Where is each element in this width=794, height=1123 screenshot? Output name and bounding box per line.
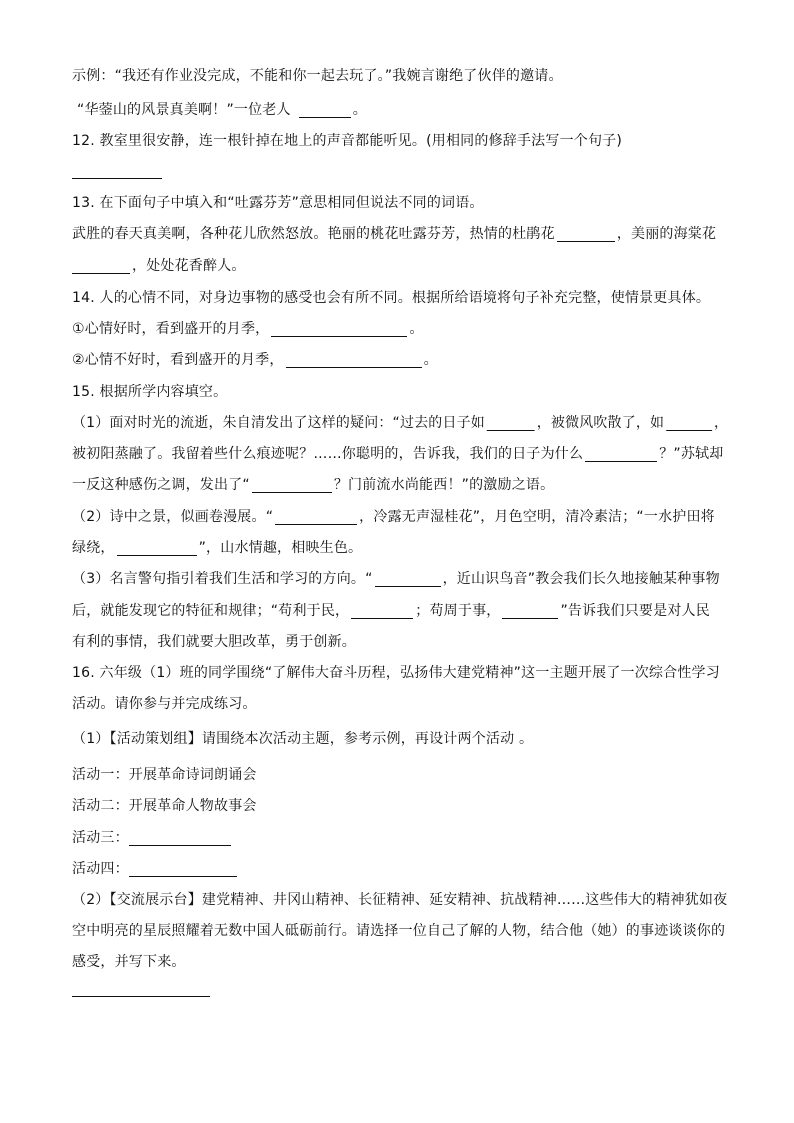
activity-3: 活动三：	[72, 828, 233, 848]
example-sentence: 示例：“我还有作业没完成，不能和你一起去玩了。”我婉言谢绝了伙伴的邀请。	[72, 68, 563, 84]
answer-line-12[interactable]	[72, 178, 162, 179]
fill-blank[interactable]	[585, 444, 657, 462]
fill-blank[interactable]	[129, 859, 237, 877]
question-16-part-2-end: 感受，并写下来。	[72, 954, 186, 970]
fill-blank[interactable]	[252, 475, 332, 493]
fill-blank[interactable]	[666, 413, 712, 431]
fill-blank[interactable]	[275, 507, 357, 525]
question-15-part-2: （2）诗中之景，似画卷漫展。“ ，冷露无声湿桂花”，月色空明，清冷素洁；“一水护田将	[72, 509, 715, 525]
fill-blank[interactable]	[557, 224, 615, 242]
question-15-part-1-end: 一反这种感伤之调，发出了“ ？门前流水尚能西！”的激励之语。	[72, 477, 555, 493]
activity-4: 活动四：	[72, 859, 239, 879]
activity-1: 活动一：开展革命诗词朗诵会	[72, 767, 257, 783]
question-16-cont: 活动。请你参与并完成练习。	[72, 696, 257, 712]
question-16-part-2: （2）【交流展示台】建党精神、井冈山精神、长征精神、延安精神、抗战精神……这些伟大的精神犹如夜	[72, 892, 728, 908]
question-12: 12. 教室里很安静，连一根针掉在地上的声音都能听见。(用相同的修辞手法写一个句子)	[72, 133, 623, 149]
question-15-part-3-end: 有利的事情，我们就要大胆改革，勇于创新。	[72, 634, 356, 650]
fill-blank[interactable]	[502, 601, 558, 619]
question-14-item-2: ②心情不好时，看到盛开的月季， 。	[72, 352, 438, 368]
fill-blank[interactable]	[129, 828, 231, 846]
fill-blank[interactable]	[487, 413, 535, 431]
activity-2: 活动二：开展革命人物故事会	[72, 798, 257, 814]
question-16: 16. 六年级（1）班的同学围绕“了解伟大奋斗历程，弘扬伟大建党精神”这一主题开展了一次综合性学习	[72, 665, 720, 681]
fill-blank[interactable]	[351, 601, 413, 619]
question-14: 14. 人的心情不同，对身边事物的感受也会有所不同。根据所给语境将句子补充完整，使情景更具体。	[72, 290, 711, 306]
fill-blank[interactable]	[375, 569, 441, 587]
fill-blank[interactable]	[271, 319, 407, 337]
answer-line-16[interactable]	[72, 996, 210, 997]
question-15-part-3-cont: 后，就能发现它的特征和规律；“苟利于民， ；苟周于事， ”告诉我们只要是对人民	[72, 603, 710, 619]
question-15-part-1-cont: 被初阳蒸融了。我留着些什么痕迹呢？……你聪明的，告诉我，我们的日子为什么 ？”苏轼却	[72, 446, 724, 462]
question-16-part-1: （1）【活动策划组】请围绕本次活动主题，参考示例，再设计两个活动 。	[72, 731, 534, 747]
fill-blank[interactable]	[117, 538, 197, 556]
fill-blank[interactable]	[299, 100, 351, 118]
question-13-sentence: 武胜的春天真美啊，各种花儿欣然怒放。艳丽的桃花吐露芬芳，热情的杜鹃花 ，美丽的海棠花	[72, 226, 717, 242]
question-13-sentence-cont: ，处处花香醉人。	[72, 256, 246, 276]
question-16-part-2-cont: 空中明亮的星辰照耀着无数中国人砥砺前行。请选择一位自己了解的人物，结合他（她）的事迹谈谈你的	[72, 923, 726, 939]
question-15: 15. 根据所学内容填空。	[72, 384, 228, 400]
question-14-item-1: ①心情好时，看到盛开的月季， 。	[72, 321, 424, 337]
fill-blank[interactable]	[72, 256, 130, 274]
question-15-part-1: （1）面对时光的流逝，朱自清发出了这样的疑问：“过去的日子如 ，被微风吹散了，如 ，	[72, 415, 729, 431]
example-fill-line: “华蓥山的风景真美啊！”一位老人 。	[77, 102, 367, 118]
fill-blank[interactable]	[286, 350, 422, 368]
question-13: 13. 在下面句子中填入和“吐露芬芳”意思相同但说法不同的词语。	[72, 195, 484, 211]
question-15-part-3: （3）名言警句指引着我们生活和学习的方向。“ ，近山识鸟音”教会我们长久地接触某种事物	[72, 571, 720, 587]
question-15-part-2-cont: 绿绕， ”，山水情趣，相映生色。	[72, 540, 363, 556]
